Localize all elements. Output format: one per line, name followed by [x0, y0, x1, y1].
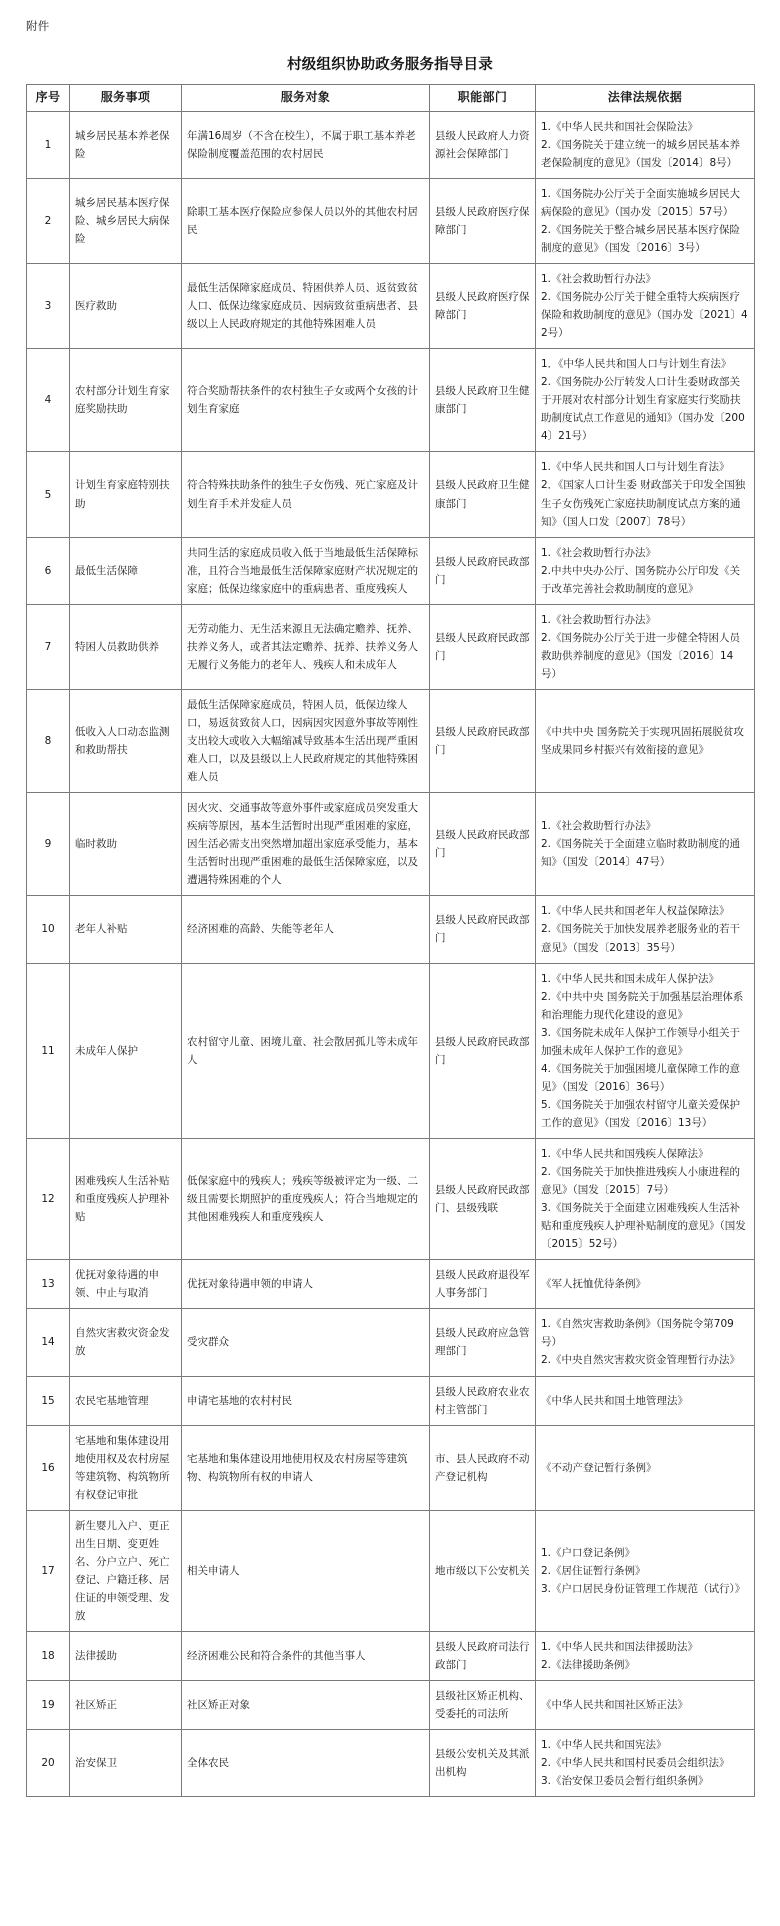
cell-department: 县级人民政府卫生健康部门 — [430, 452, 536, 537]
cell-legal-basis — [536, 1510, 755, 1631]
legal-basis-line: 5.《国务院关于加强农村留守儿童关爱保护工作的意见》（国发〔2016〕13号） — [541, 1098, 741, 1129]
cell-seq: 19 — [27, 1681, 70, 1730]
cell-legal-basis — [536, 1425, 755, 1510]
cell-service-item: 老年人补贴 — [70, 896, 182, 963]
legal-basis-line: 1.《中华人民共和国社会保险法》 — [541, 120, 699, 133]
cell-seq: 7 — [27, 604, 70, 689]
cell-seq: 9 — [27, 793, 70, 896]
cell-seq: 1 — [27, 111, 70, 178]
legal-basis-line: 2.《居住证暂行条例》 — [541, 1564, 646, 1577]
table-row — [27, 349, 755, 452]
cell-service-item: 特困人员救助供养 — [70, 604, 182, 689]
legal-basis-line: 1.《国务院办公厅关于全面实施城乡居民大病保险的意见》（国办发〔2015〕57号） — [541, 187, 741, 218]
column-header-dept: 职能部门 — [430, 85, 536, 112]
legal-basis-line: 1.《社会救助暂行办法》 — [541, 546, 657, 559]
page-title: 村级组织协助政务服务指导目录 — [287, 57, 493, 74]
cell-service-item: 新生婴儿入户、更正出生日期、变更姓名、分户立户、死亡登记、户籍迁移、居住证的申领受理、发放 — [70, 1510, 182, 1631]
cell-legal-basis — [536, 1376, 755, 1425]
legal-basis-line: 1.《中华人民共和国法律援助法》 — [541, 1641, 699, 1654]
legal-basis-line: 1.《中华人民共和国宪法》 — [541, 1739, 667, 1752]
legal-basis-line: 1.《中华人民共和国人口与计划生育法》 — [541, 461, 730, 474]
cell-department: 地市级以下公安机关 — [430, 1510, 536, 1631]
cell-department: 县级人民政府民政部门、县级残联 — [430, 1138, 536, 1259]
legal-basis-line: 1.《中华人民共和国残疾人保障法》 — [541, 1147, 709, 1160]
cell-seq: 13 — [27, 1260, 70, 1309]
cell-department: 县级人民政府人力资源社会保障部门 — [430, 111, 536, 178]
cell-seq: 14 — [27, 1309, 70, 1376]
cell-service-item: 治安保卫 — [70, 1730, 182, 1797]
cell-seq: 10 — [27, 896, 70, 963]
cell-service-item: 农村部分计划生育家庭奖励扶助 — [70, 349, 182, 452]
table-row — [27, 1260, 755, 1309]
table-row — [27, 1138, 755, 1259]
cell-service-item: 未成年人保护 — [70, 963, 182, 1138]
cell-service-item: 社区矫正 — [70, 1681, 182, 1730]
table-row — [27, 111, 755, 178]
cell-service-target: 年满16周岁（不含在校生），不属于职工基本养老保险制度覆盖范围的农村居民 — [182, 111, 430, 178]
cell-service-item: 农民宅基地管理 — [70, 1376, 182, 1425]
cell-service-item: 最低生活保障 — [70, 537, 182, 604]
table-row — [27, 178, 755, 263]
table-row — [27, 1376, 755, 1425]
cell-legal-basis — [536, 689, 755, 792]
cell-department: 县级人民政府民政部门 — [430, 793, 536, 896]
legal-basis-line: 1.《自然灾害救助条例》（国务院令第709号） — [541, 1318, 734, 1349]
cell-seq: 3 — [27, 264, 70, 349]
legal-basis-line: 2．《国家人口计生委 财政部关于印发全国独生子女伤残死亡家庭扶助制度试点方案的通知》（国人口发〔2007〕78号） — [541, 479, 746, 528]
cell-service-target: 除职工基本医疗保险应参保人员以外的其他农村居民 — [182, 178, 430, 263]
legal-basis-line: 2.《法律援助条例》 — [541, 1659, 636, 1672]
legal-basis-line: 2.《国务院关于全面建立临时救助制度的通知》（国发〔2014〕47号） — [541, 838, 741, 869]
cell-department: 县级人民政府民政部门 — [430, 896, 536, 963]
cell-service-target: 社区矫正对象 — [182, 1681, 430, 1730]
table-row — [27, 896, 755, 963]
cell-service-item: 低收入人口动态监测和救助帮扶 — [70, 689, 182, 792]
cell-service-target: 最低生活保障家庭成员，特困人员，低保边缘人口，易返贫致贫人口，因病因灾因意外事故等刚性支出较大或收入大幅缩减导致基本生活出现严重困难人口，以及县级以上人民政府规定的其他特殊困难人员 — [182, 689, 430, 792]
cell-legal-basis — [536, 1309, 755, 1376]
cell-department: 县级人民政府民政部门 — [430, 604, 536, 689]
cell-department: 县级人民政府医疗保障部门 — [430, 178, 536, 263]
cell-service-item: 计划生育家庭特别扶助 — [70, 452, 182, 537]
table-row — [27, 1309, 755, 1376]
cell-service-target: 申请宅基地的农村村民 — [182, 1376, 430, 1425]
cell-department: 县级人民政府应急管理部门 — [430, 1309, 536, 1376]
cell-service-target: 相关申请人 — [182, 1510, 430, 1631]
legal-basis-line: 1.《社会救助暂行办法》 — [541, 273, 657, 286]
cell-service-target: 宅基地和集体建设用地使用权及农村房屋等建筑物、构筑物所有权的申请人 — [182, 1425, 430, 1510]
table-row — [27, 793, 755, 896]
table-row — [27, 1510, 755, 1631]
legal-basis-line: 1．《中华人民共和国人口与计划生育法》 — [541, 358, 732, 371]
cell-service-target: 无劳动能力、无生活来源且无法确定赡养、抚养、扶养义务人，或者其法定赡养、抚养、扶养义务人无履行义务能力的老年人、残疾人和未成年人 — [182, 604, 430, 689]
legal-basis-line: 1.《中华人民共和国老年人权益保障法》 — [541, 905, 730, 918]
legal-basis-line: 2.《国务院关于加快推进残疾人小康进程的意见》（国发〔2015〕7号） — [541, 1166, 741, 1197]
column-header-legal: 法律法规依据 — [536, 85, 755, 112]
table-row — [27, 1632, 755, 1681]
legal-basis-line: 2.《中共中央 国务院关于加强基层治理体系和治理能力现代化建设的意见》 — [541, 990, 744, 1021]
cell-department: 市、县人民政府不动产登记机构 — [430, 1425, 536, 1510]
cell-seq: 12 — [27, 1138, 70, 1259]
cell-service-item: 城乡居民基本养老保险 — [70, 111, 182, 178]
table-row — [27, 264, 755, 349]
cell-legal-basis — [536, 111, 755, 178]
legal-basis-line: 1.《户口登记条例》 — [541, 1546, 636, 1559]
legal-basis-line: 2.《国务院关于建立统一的城乡居民基本养老保险制度的意见》（国发〔2014〕8号） — [541, 138, 741, 169]
cell-legal-basis — [536, 793, 755, 896]
cell-department: 县级社区矫正机构、受委托的司法所 — [430, 1681, 536, 1730]
cell-legal-basis — [536, 896, 755, 963]
cell-department: 县级人民政府医疗保障部门 — [430, 264, 536, 349]
cell-service-target: 全体农民 — [182, 1730, 430, 1797]
legal-basis-line: 3.《户口居民身份证管理工作规范（试行）》 — [541, 1582, 746, 1595]
cell-service-target: 受灾群众 — [182, 1309, 430, 1376]
cell-department: 县级人民政府卫生健康部门 — [430, 349, 536, 452]
cell-service-target: 优抚对象待遇申领的申请人 — [182, 1260, 430, 1309]
cell-service-target: 符合特殊扶助条件的独生子女伤残、死亡家庭及计划生育手术并发症人员 — [182, 452, 430, 537]
cell-seq: 8 — [27, 689, 70, 792]
cell-service-item: 法律援助 — [70, 1632, 182, 1681]
cell-service-target: 经济困难公民和符合条件的其他当事人 — [182, 1632, 430, 1681]
cell-legal-basis — [536, 178, 755, 263]
service-catalog-table — [26, 84, 755, 1797]
legal-basis-line: 2.《中华人民共和国村民委员会组织法》 — [541, 1757, 730, 1770]
legal-basis-line: 1.《社会救助暂行办法》 — [541, 820, 657, 833]
column-header-target: 服务对象 — [182, 85, 430, 112]
attachment-label: 附件 — [26, 19, 50, 33]
legal-basis-line: 2.《国务院办公厅关于进一步健全特困人员救助供养制度的意见》（国发〔2016〕14号） — [541, 631, 741, 680]
legal-basis-line: 3.《国务院未成年人保护工作领导小组关于加强未成年人保护工作的意见》 — [541, 1026, 741, 1057]
cell-service-target: 低保家庭中的残疾人；残疾等级被评定为一级、二级且需要长期照护的重度残疾人；符合当地规定的其他困难残疾人和重度残疾人 — [182, 1138, 430, 1259]
cell-seq: 11 — [27, 963, 70, 1138]
cell-legal-basis — [536, 963, 755, 1138]
cell-service-item: 医疗救助 — [70, 264, 182, 349]
cell-service-target: 符合奖励帮扶条件的农村独生子女或两个女孩的计划生育家庭 — [182, 349, 430, 452]
cell-legal-basis — [536, 349, 755, 452]
cell-legal-basis — [536, 537, 755, 604]
cell-service-target: 因火灾、交通事故等意外事件或家庭成员突发重大疾病等原因，基本生活暂时出现严重困难的家庭，因生活必需支出突然增加超出家庭承受能力，基本生活暂时出现严重困难的最低生活保障家庭，以及遭遇特殊困难的个人 — [182, 793, 430, 896]
table-row — [27, 963, 755, 1138]
legal-basis-line: 1.《中华人民共和国未成年人保护法》 — [541, 972, 720, 985]
cell-seq: 4 — [27, 349, 70, 452]
table-row — [27, 1730, 755, 1797]
cell-legal-basis — [536, 452, 755, 537]
cell-seq: 16 — [27, 1425, 70, 1510]
table-row — [27, 689, 755, 792]
cell-service-target: 共同生活的家庭成员收入低于当地最低生活保障标准，且符合当地最低生活保障家庭财产状况规定的家庭；低保边缘家庭中的重病患者、重度残疾人 — [182, 537, 430, 604]
legal-basis-line: 2.中共中央办公厅、国务院办公厅印发《关于改革完善社会救助制度的意见》 — [541, 564, 741, 595]
table-body — [27, 111, 755, 1797]
table-row — [27, 452, 755, 537]
cell-seq: 18 — [27, 1632, 70, 1681]
table-row — [27, 1681, 755, 1730]
cell-seq: 15 — [27, 1376, 70, 1425]
cell-service-item: 宅基地和集体建设用地使用权及农村房屋等建筑物、构筑物所有权登记审批 — [70, 1425, 182, 1510]
legal-basis-line: 《中华人民共和国社区矫正法》 — [541, 1699, 688, 1712]
legal-basis-line: 3.《治安保卫委员会暂行组织条例》 — [541, 1775, 709, 1788]
cell-department: 县级人民政府民政部门 — [430, 963, 536, 1138]
table-row — [27, 1425, 755, 1510]
cell-seq: 5 — [27, 452, 70, 537]
cell-department: 县级人民政府退役军人事务部门 — [430, 1260, 536, 1309]
cell-service-item: 优抚对象待遇的申领、中止与取消 — [70, 1260, 182, 1309]
cell-service-target: 最低生活保障家庭成员、特困供养人员、返贫致贫人口、低保边缘家庭成员、因病致贫重病患者、县级以上人民政府规定的其他特殊困难人员 — [182, 264, 430, 349]
cell-service-target: 经济困难的高龄、失能等老年人 — [182, 896, 430, 963]
legal-basis-line: 2.《国务院关于整合城乡居民基本医疗保险制度的意见》（国发〔2016〕3号） — [541, 223, 741, 254]
legal-basis-line: 《不动产登记暂行条例》 — [541, 1461, 657, 1474]
cell-service-target: 农村留守儿童、困境儿童、社会散居孤儿等未成年人 — [182, 963, 430, 1138]
cell-seq: 20 — [27, 1730, 70, 1797]
cell-seq: 6 — [27, 537, 70, 604]
legal-basis-line: 1.《社会救助暂行办法》 — [541, 613, 657, 626]
cell-legal-basis — [536, 1632, 755, 1681]
legal-basis-line: 4.《国务院关于加强困境儿童保障工作的意见》（国发〔2016〕36号） — [541, 1062, 741, 1093]
table-row — [27, 537, 755, 604]
legal-basis-line: 《中华人民共和国土地管理法》 — [541, 1394, 688, 1407]
cell-service-item: 临时救助 — [70, 793, 182, 896]
legal-basis-line: 《军人抚恤优待条例》 — [541, 1278, 646, 1291]
cell-service-item: 自然灾害救灾资金发放 — [70, 1309, 182, 1376]
cell-seq: 17 — [27, 1510, 70, 1631]
table-header-row — [27, 85, 755, 112]
cell-legal-basis — [536, 1260, 755, 1309]
legal-basis-line: 《中共中央 国务院关于实现巩固拓展脱贫攻坚成果同乡村振兴有效衔接的意见》 — [541, 726, 744, 757]
cell-department: 县级人民政府农业农村主管部门 — [430, 1376, 536, 1425]
column-header-item: 服务事项 — [70, 85, 182, 112]
legal-basis-line: 3.《国务院关于全面建立困难残疾人生活补贴和重度残疾人护理补贴制度的意见》（国发〔2015〕52号） — [541, 1202, 746, 1251]
cell-service-item: 城乡居民基本医疗保险、城乡居民大病保险 — [70, 178, 182, 263]
cell-service-item: 困难残疾人生活补贴和重度残疾人护理补贴 — [70, 1138, 182, 1259]
table-row — [27, 604, 755, 689]
legal-basis-line: 2.《中央自然灾害救灾资金管理暂行办法》 — [541, 1354, 741, 1367]
legal-basis-line: 2.《国务院关于加快发展养老服务业的若干意见》（国发〔2013〕35号） — [541, 923, 741, 954]
legal-basis-line: 2.《国务院办公厅关于健全重特大疾病医疗保险和救助制度的意见》（国办发〔2021〕42号） — [541, 291, 748, 340]
cell-legal-basis — [536, 1730, 755, 1797]
cell-legal-basis — [536, 264, 755, 349]
column-header-seq: 序号 — [27, 85, 70, 112]
cell-department: 县级人民政府司法行政部门 — [430, 1632, 536, 1681]
cell-department: 县级公安机关及其派出机构 — [430, 1730, 536, 1797]
cell-legal-basis — [536, 1138, 755, 1259]
cell-seq: 2 — [27, 178, 70, 263]
cell-legal-basis — [536, 1681, 755, 1730]
legal-basis-line: 2.《国务院办公厅转发人口计生委财政部关于开展对农村部分计划生育家庭实行奖励扶助制度试点工作意见的通知》（国办发〔2004〕21号） — [541, 376, 745, 443]
cell-legal-basis — [536, 604, 755, 689]
cell-department: 县级人民政府民政部门 — [430, 689, 536, 792]
cell-department: 县级人民政府民政部门 — [430, 537, 536, 604]
